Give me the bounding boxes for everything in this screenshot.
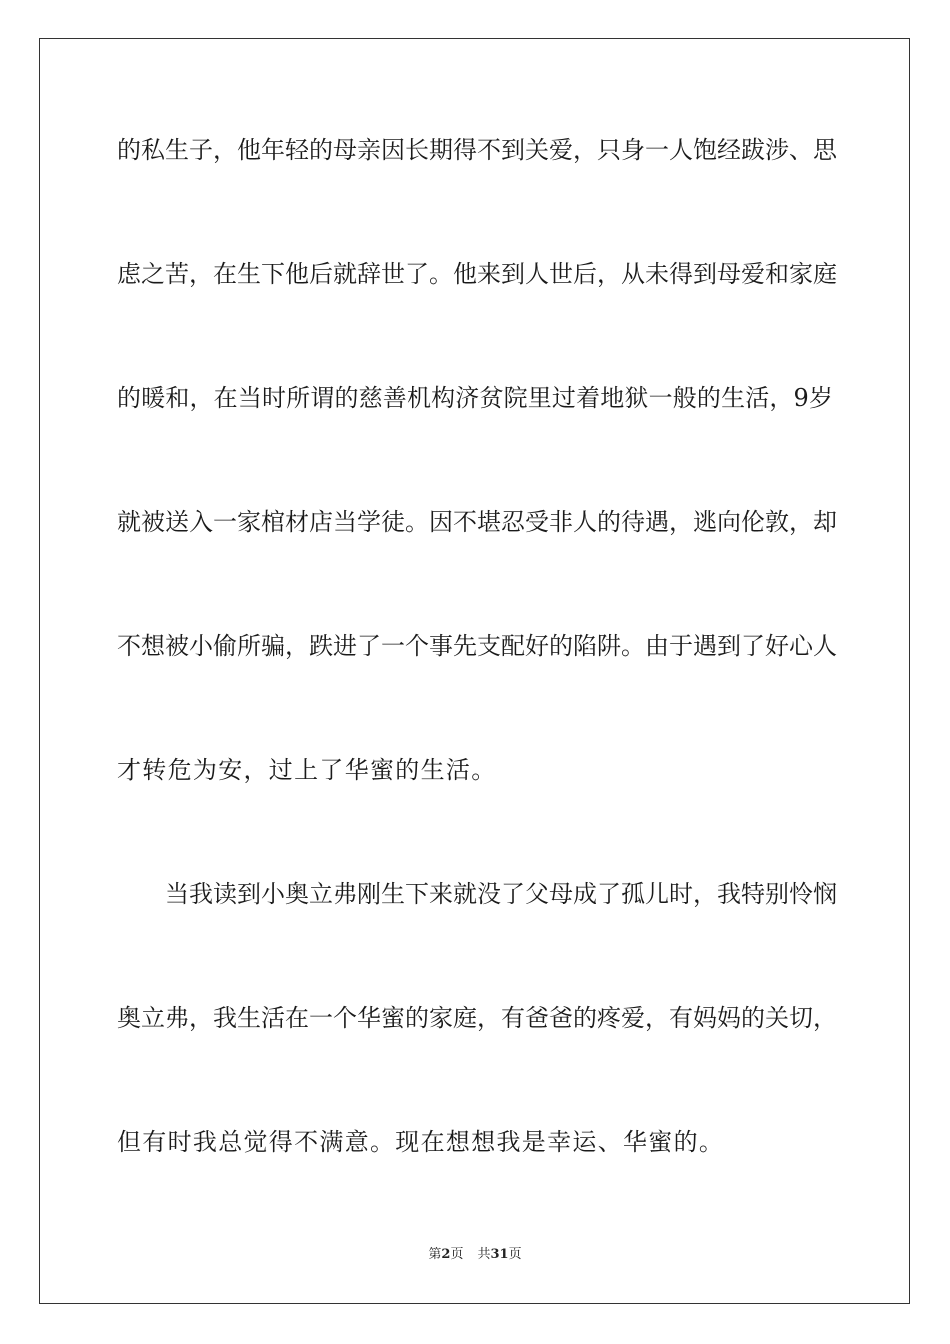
body-line-3: 的暖和，在当时所谓的慈善机构济贫院里过着地狱一般的生活，9岁 bbox=[117, 384, 833, 412]
body-line-1: 的私生子，他年轻的母亲因长期得不到关爱，只身一人饱经跋涉、思 bbox=[117, 136, 837, 164]
page-number: 2 bbox=[441, 1247, 451, 1262]
body-line-6: 才转危为安，过上了华蜜的生活。 bbox=[117, 756, 497, 784]
page-prefix: 第 bbox=[428, 1247, 442, 1262]
body-line-8: 奥立弗，我生活在一个华蜜的家庭，有爸爸的疼爱，有妈妈的关切， bbox=[117, 1004, 837, 1032]
body-line-4: 就被送入一家棺材店当学徒。因不堪忍受非人的待遇，逃向伦敦，却 bbox=[117, 508, 837, 536]
body-line-5: 不想被小偷所骗，跌进了一个事先支配好的陷阱。由于遇到了好心人 bbox=[117, 632, 837, 660]
page-suffix: 页 bbox=[450, 1247, 464, 1262]
body-line-9: 但有时我总觉得不满意。现在想想我是幸运、华蜜的。 bbox=[117, 1128, 725, 1156]
total-suffix: 页 bbox=[508, 1247, 522, 1262]
page-footer bbox=[0, 1247, 950, 1263]
body-line-2: 虑之苦，在生下他后就辞世了。他来到人世后，从未得到母爱和家庭 bbox=[117, 260, 837, 288]
total-prefix: 共 bbox=[477, 1247, 491, 1262]
page-border bbox=[39, 38, 910, 1304]
total-pages: 31 bbox=[490, 1247, 509, 1262]
body-line-7: 当我读到小奥立弗刚生下来就没了父母成了孤儿时，我特别怜悯 bbox=[165, 880, 837, 908]
